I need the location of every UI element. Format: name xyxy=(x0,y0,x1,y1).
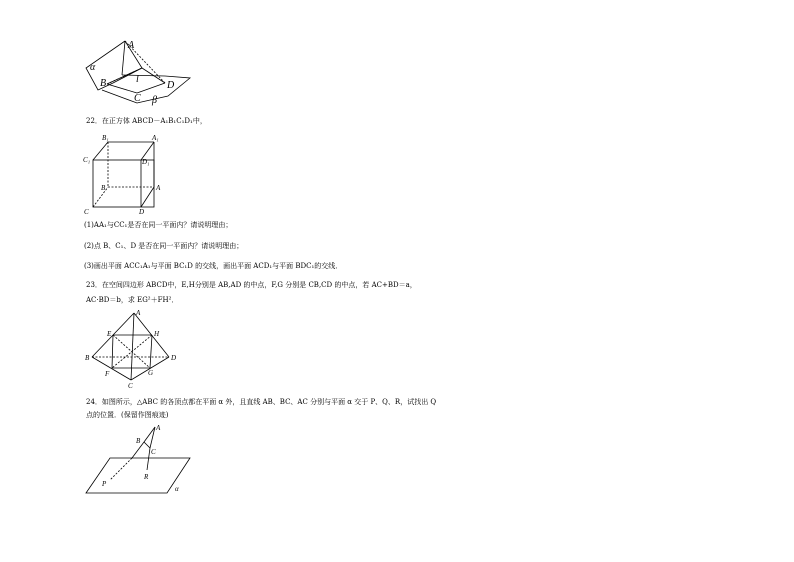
q24-label-A: A xyxy=(156,424,161,432)
q22-label-D: D xyxy=(139,208,145,215)
q23-label-H: H xyxy=(154,330,160,338)
q22-label-A1: A₁ xyxy=(152,134,159,142)
q23-label-D: D xyxy=(171,354,177,362)
q24-label-alpha: α xyxy=(175,485,179,493)
q22-label-B1: B₁ xyxy=(102,134,109,142)
q22-label-C: C xyxy=(84,208,89,215)
fig1-label-A: A xyxy=(128,40,135,51)
figure-triangle-plane xyxy=(80,422,195,497)
q23-label-G: G xyxy=(148,369,154,377)
q23-label-A: A xyxy=(136,309,141,317)
q22-part1: (1)AA₁与CC₁是否在同一平面内？请说明理由； xyxy=(84,221,233,229)
q22-label-B: B xyxy=(101,184,106,192)
fig1-label-B: B xyxy=(100,78,107,89)
fig1-label-D: D xyxy=(167,80,175,91)
figure-cube xyxy=(80,130,175,215)
fig1-label-beta: β xyxy=(152,95,157,106)
q22-part3: (3)画出平面 ACC₁A₁与平面 BC₁D 的交线，画出平面 ACD₁与平面 BDC₁的交线． xyxy=(84,262,343,270)
q24-label-P: P xyxy=(102,480,107,488)
q22-label-D1: D₁ xyxy=(142,158,150,166)
q23-label-B: B xyxy=(85,354,90,362)
figure-tetrahedron xyxy=(82,308,182,390)
q24-line1: 24．如图所示，△ABC 的各顶点都在平面 α 外，且直线 AB、BC、AC 分别与平面 α 交于 P、Q、R，试找出 Q xyxy=(86,398,437,406)
q23-line1: 23．在空间四边形 ABCD中，E,H分别是 AB,AD 的中点，F,G 分别是 CB,CD 的中点，若 AC+BD＝a， xyxy=(86,281,417,289)
fig1-label-alpha: α xyxy=(90,62,96,73)
q23-label-E: E xyxy=(107,330,112,338)
q22-label-C1: C₁ xyxy=(83,156,91,164)
figure-dihedral-planes xyxy=(80,38,195,106)
q24-label-R: R xyxy=(144,473,149,481)
q23-label-C: C xyxy=(128,382,133,390)
q24-label-B: B xyxy=(136,437,141,445)
q22-part2: (2)点 B、C₁、D 是否在同一平面内？请说明理由； xyxy=(84,242,244,250)
q24-label-C: C xyxy=(151,448,156,456)
q23-label-F: F xyxy=(105,370,110,378)
q22-label-A: A xyxy=(156,184,161,192)
fig1-label-l: l xyxy=(136,74,139,85)
q24-line2: 点的位置．(保留作图痕迹) xyxy=(86,411,169,419)
q23-line2: AC·BD＝b，求 EG²＋FH²． xyxy=(86,296,179,304)
fig1-label-C: C xyxy=(134,93,141,104)
q22-title: 22．在正方体 ABCD－A₁B₁C₁D₁中， xyxy=(86,117,207,125)
